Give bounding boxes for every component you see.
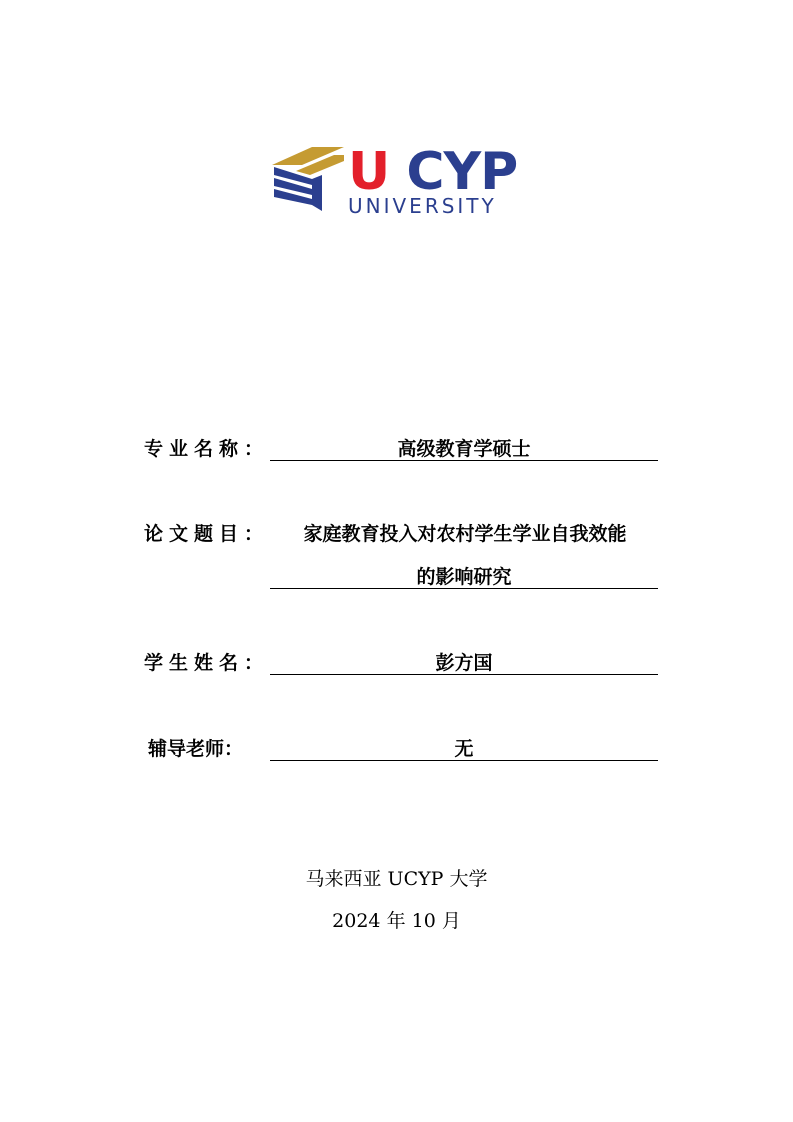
submission-date: 2024 年 10 月 [332, 910, 461, 932]
thesis-title-value-line1: 家庭教育投入对农村学生学业自我效能 [303, 523, 627, 545]
institution-name: 马来西亚 UCYP 大学 [305, 868, 488, 890]
logo-wing-navy-stripe [312, 175, 322, 211]
advisor-value: 无 [454, 738, 474, 760]
student-name-value: 彭方国 [435, 652, 493, 674]
logo-letter-u: U [348, 143, 390, 202]
thesis-title-underline [270, 588, 658, 589]
major-value: 高级教育学硕士 [397, 438, 531, 460]
major-underline [270, 460, 658, 461]
student-name-label: 学生姓名： [144, 652, 270, 674]
university-logo [272, 143, 522, 217]
advisor-label: 辅导老师： [148, 738, 244, 760]
logo-letters-cyp: CYP [406, 143, 518, 202]
thesis-title-value-line2: 的影响研究 [416, 566, 512, 588]
thesis-title-label: 论文题目： [144, 523, 270, 545]
advisor-underline [270, 760, 658, 761]
logo-subtitle: UNIVERSITY [348, 194, 497, 217]
student-name-underline [270, 674, 658, 675]
major-label: 专业名称： [144, 438, 270, 460]
